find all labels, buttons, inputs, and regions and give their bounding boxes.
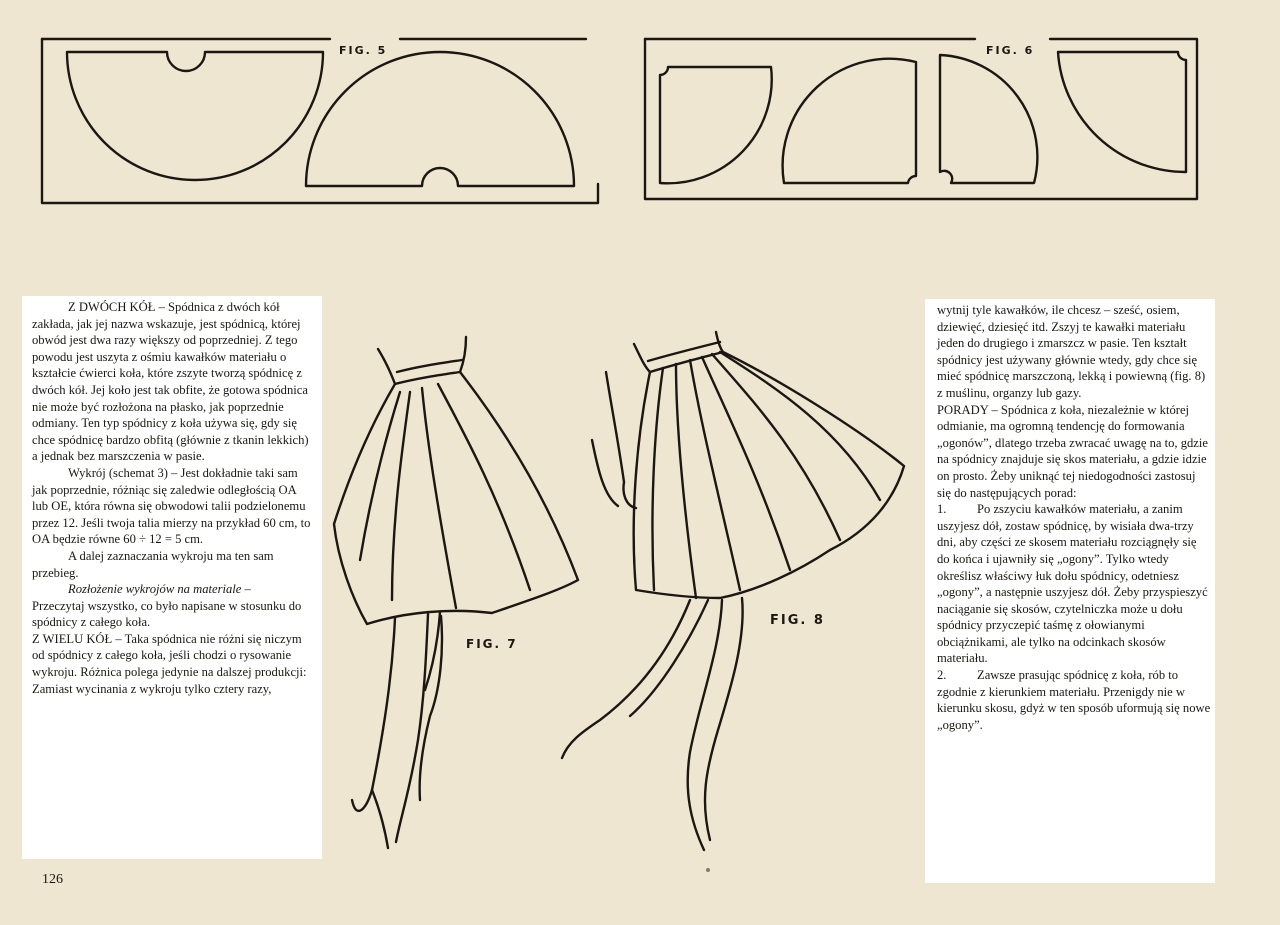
fig5-half-circle-upper <box>67 52 323 180</box>
tip-number: 1. <box>937 502 947 517</box>
fig6-quarter-2 <box>783 59 916 183</box>
fig5-frame <box>42 39 598 203</box>
fig5-label: FIG. 5 <box>339 44 388 57</box>
tip-text: Zawsze prasując spódnicę z koła, rób to zgodnie z kierunkiem materiału. Przenigdy nie w kierunku skosu, gdyż w ten sposób uformują się nowe „ogony”. <box>937 668 1211 732</box>
tip-text: Po zszyciu kawałków materiału, a zanim uszyjesz dół, zostaw spódnicę, by wisiała dwa-trzy dni, aby części ze skosem materiału rozciągnęły się do końca i ujawniły się „ogony”. Tylko wtedy określisz właściwy łuk dołu spódnicy, odetniesz „ogony”, a następnie uszyjesz dół. Żeby przyspieszyć naciąganie się skosów, czytelniczka może u dołu spódnicy przyczepić taśmę z ołowianymi obciążnikami, ale tylko na odcinkach skosów materiału. <box>937 502 1208 666</box>
paragraph-two-circles: Z DWÓCH KÓŁ – Spódnica z dwóch kół zakłada, jak jej nazwa wskazuje, jest spódnicą, której obwód jest dwa razy większy od poprzedniej. Z tego powodu jest uszyta z ośmiu kawałków materiału o kształcie ćwierci koła, które zszyte tworzą spódnicę z dwóch kół. Jej koło jest tak obfite, że gotowa spódnica nie może być rozłożona na płasko, jak poprzednie odmiany. Ten typ spódnicy z koła używa się, gdy się chce spódnicę bardzo obfitą (głównie z tkanin lekkich) a jednak bez marszczenia w pasie. <box>32 300 309 464</box>
tip-item <box>937 667 1211 733</box>
fig6-frame <box>645 39 1197 199</box>
fig6-quarter-1 <box>660 67 772 183</box>
paragraph-layout-heading <box>32 581 314 598</box>
fig7-label: FIG. 7 <box>466 637 518 651</box>
fig5-half-circle-lower <box>306 52 574 186</box>
paragraph-advice: PORADY – Spódnica z koła, niezależnie w której odmianie, ma ogromną tendencję do formowania „ogonów”, dlatego trzeba zwracać uwagę na to, gdzie na spódnicy znajduje się skos materiału, a gdzie idzie on prosto. Żeby uniknąć tej niedogodności zastosuj się do następujących porad: <box>937 402 1208 500</box>
paragraph-pattern: Wykrój (schemat 3) – Jest dokładnie taki sam jak poprzednie, różniąc się zaledwie odległością OA lub OE, która równa się obwodowi talii podzielonemu przez 12. Jeśli twoja talia mierzy na przykład 60 cm, to OA będzie równe 60 ÷ 12 = 5 cm. <box>32 465 311 547</box>
fig8-skirt-drawing <box>562 332 904 850</box>
fig6-quarter-4 <box>1058 52 1186 172</box>
layout-heading-italic: Rozłożenie wykrojów na materiale – <box>68 582 251 597</box>
right-text-column <box>925 299 1215 883</box>
paragraph-continue: A dalej zaznaczania wykroju ma ten sam przebieg. <box>32 548 274 580</box>
fig6-quarter-3 <box>940 55 1037 183</box>
paragraph-cut-pieces: wytnij tyle kawałków, ile chcesz – sześć, osiem, dziewięć, dziesięć itd. Zszyj te kawałki materiału jeden do drugiego i zmarszcz w pasie. Ten kształt spódnicy jest używany głównie wtedy, gdy chce się mieć spódnicę marszczoną, lekką i powiewną (fig. 8) z muślinu, organzy lub gazy. <box>937 303 1206 400</box>
left-text-column <box>22 296 322 859</box>
tip-item <box>937 501 1211 667</box>
fig6-label: FIG. 6 <box>986 44 1035 57</box>
page-number: 126 <box>42 872 63 887</box>
tip-number: 2. <box>937 668 947 683</box>
fig7-skirt-drawing <box>334 337 578 848</box>
print-speck <box>706 868 710 872</box>
paragraph-read-all: Przeczytaj wszystko, co było napisane w stosunku do spódnicy z całego koła. <box>32 598 302 630</box>
fig8-label: FIG. 8 <box>770 613 825 628</box>
paragraph-many-circles: Z WIELU KÓŁ – Taka spódnica nie różni się niczym od spódnicy z całego koła, jeśli chodzi o rysowanie wykroju. Różnica polega jedynie na dalszej produkcji: Zamiast wycinania z wykroju tylko cztery razy, <box>32 631 307 696</box>
